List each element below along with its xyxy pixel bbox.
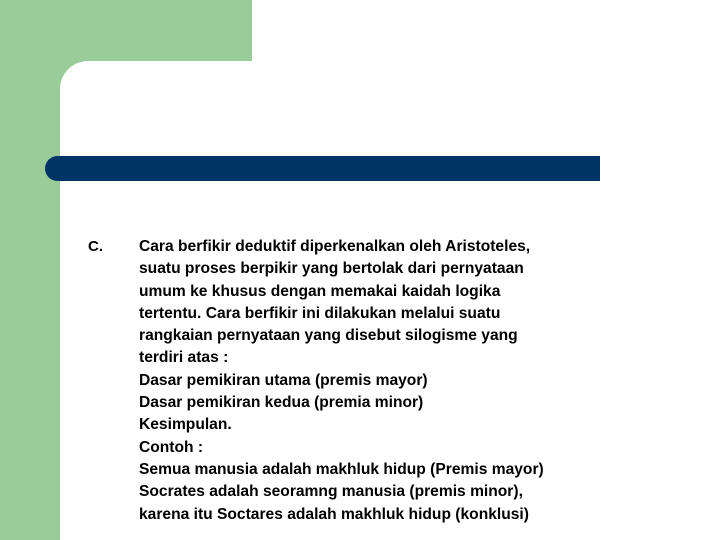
bullet-letter: C. xyxy=(88,238,103,255)
body-line: suatu proses berpikir yang bertolak dari pernyataan xyxy=(139,260,524,278)
title-bar xyxy=(45,156,600,181)
body-line: Socrates adalah seoramng manusia (premis minor), xyxy=(139,483,523,501)
body-line: rangkaian pernyataan yang disebut silogisme yang xyxy=(139,327,518,345)
body-line: Dasar pemikiran utama (premis mayor) xyxy=(139,371,428,389)
body-line: Semua manusia adalah makhluk hidup (Premis mayor) xyxy=(139,460,544,478)
body-line: umum ke khusus dengan memakai kaidah logika xyxy=(139,282,501,300)
body-text xyxy=(139,236,659,526)
body-line: terdiri atas : xyxy=(139,349,229,367)
body-line: tertentu. Cara berfikir ini dilakukan melalui suatu xyxy=(139,304,501,322)
body-line: karena itu Soctares adalah makhluk hidup (konklusi) xyxy=(139,505,529,523)
body-line: Dasar pemikiran kedua (premia minor) xyxy=(139,394,424,412)
body-line: Contoh : xyxy=(139,438,204,456)
body-line: Cara berfikir deduktif diperkenalkan oleh Aristoteles, xyxy=(139,238,531,255)
body-line: Kesimpulan. xyxy=(139,416,232,434)
